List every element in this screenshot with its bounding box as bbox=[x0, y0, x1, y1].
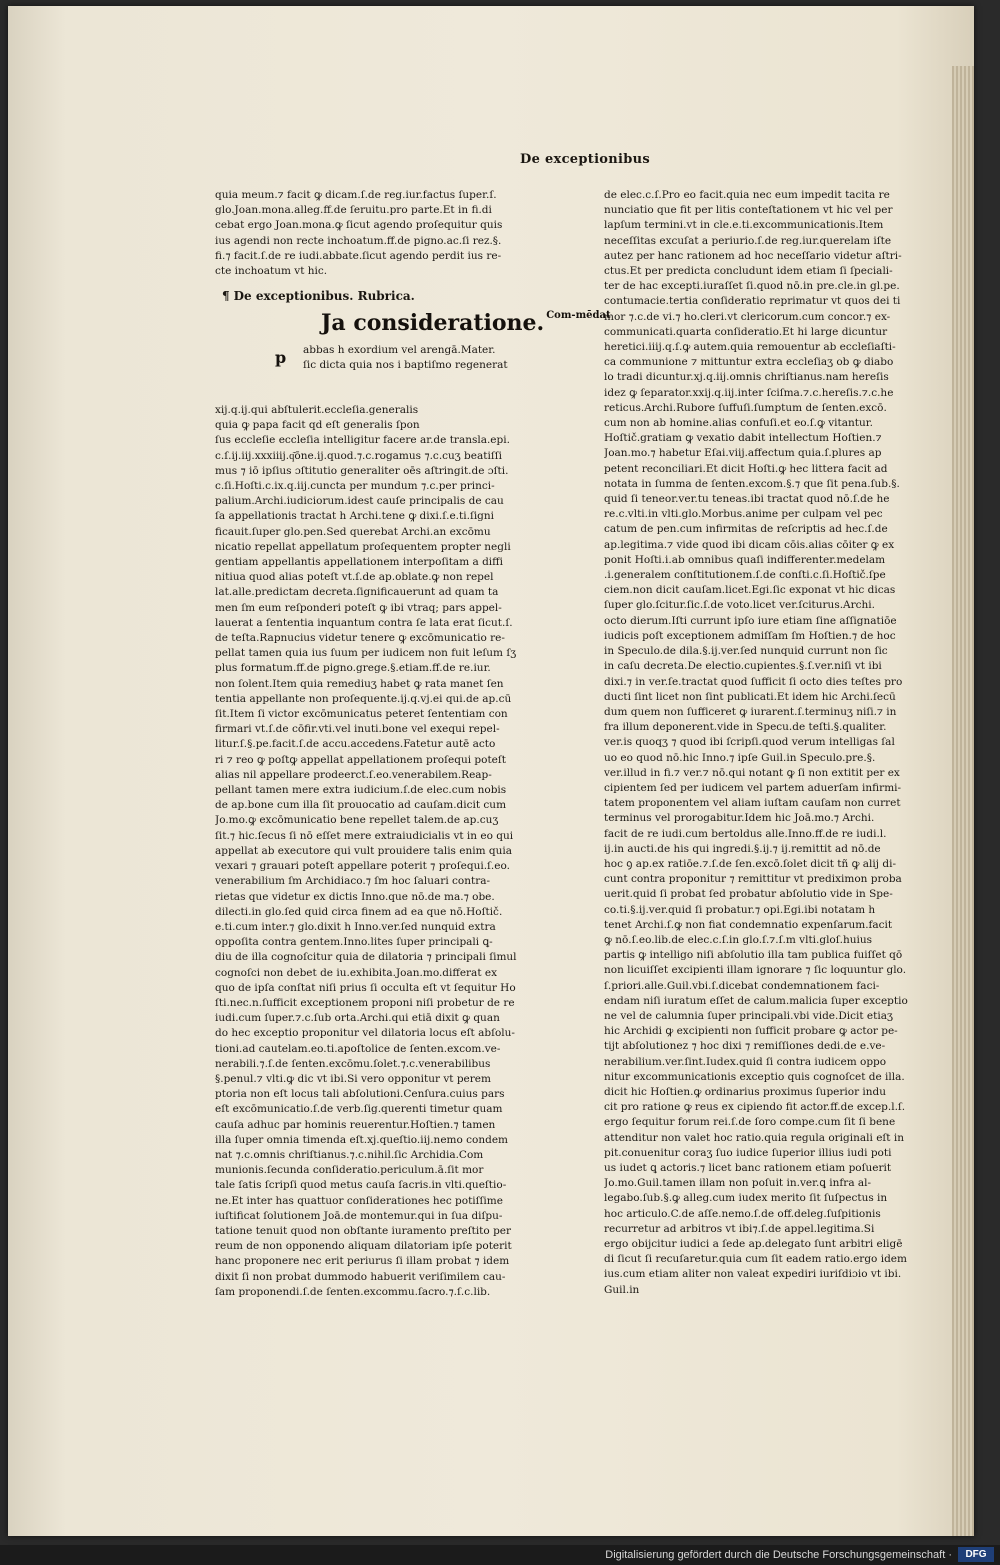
incipit-marginal: Com-mēdat bbox=[546, 310, 611, 321]
text-line: ij.in aucti.de his qui ingredi.§.ij.⁊ ij.remittit ad nō.de bbox=[604, 842, 881, 855]
text-line: quo de ipſa conſtat niſi prius ſi occulta eſt vt ſequitur Ho bbox=[215, 981, 516, 994]
text-line: ver.illud in fi.⁊ ver.⁊ nō.qui notant ꝙ ſi non extitit per ex bbox=[604, 766, 900, 779]
text-line: munionis.ſecunda conſideratio.periculum.ā.ſit mor bbox=[215, 1164, 484, 1177]
text-line: gentiam appellantis appellationem interpoſitam a diffi bbox=[215, 556, 503, 569]
text-line: plus formatum.ff.de pigno.grege.§.etiam.ff.de re.iur. bbox=[215, 662, 491, 675]
text-line: di ſicut ſi recuſaretur.quia cum ſit eadem ratio.ergo idem bbox=[604, 1253, 907, 1266]
text-line: fi.⁊ facit.ſ.de re iudi.abbate.ſicut agendo perdit ius re- bbox=[215, 249, 502, 262]
text-line: vexari ⁊ grauari poteſt appellare poterit ⁊ proſequi.ſ.eo. bbox=[215, 860, 510, 873]
text-line: do hec exceptio proponitur vel dilatoria locus eſt abſolu- bbox=[215, 1027, 515, 1040]
text-line: e.ti.cum inter.⁊ glo.dixit h Inno.ver.ſed nunquid extra bbox=[215, 920, 496, 933]
text-line: pellat tamen quia ius ſuum per iudicem non fuit leſum ſʒ bbox=[215, 647, 517, 660]
text-line: ptoria non eſt locus tali abſolutioni.Cenſura.cuius pars bbox=[215, 1088, 505, 1101]
text-line: men ſm eum reſponderi poteſt ꝙ ibi vtraq; pars appel- bbox=[215, 601, 502, 614]
text-line: ſus eccleſie eccleſia intelligitur facere ar.de transla.epi. bbox=[215, 434, 510, 447]
text-line: ꝙ nō.ſ.eo.lib.de elec.c.ſ.in glo.ſ.⁊.ſ.m vlti.gloſ.huius bbox=[604, 933, 873, 946]
text-line: venerabilium ſm Archidiaco.⁊ ſm hoc ſaluari contra- bbox=[215, 875, 491, 888]
text-line: non ſolent.Item quia remediuʒ habet ꝙ rata manet ſen bbox=[215, 677, 504, 690]
text-line: de elec.c.ſ.Pro eo facit.quia nec eum impedit tacita re bbox=[604, 189, 890, 201]
text-line: us iudet ꝗ actoris.⁊ licet banc rationem etiam poſuerit bbox=[604, 1162, 892, 1174]
text-line: hanc proponere nec erit periurus ſi illam probat ⁊ idem bbox=[215, 1255, 510, 1268]
text-line: attenditur non valet hoc ratio.quia regula originali eſt in bbox=[604, 1131, 904, 1144]
text-line: legabo.ſub.§.ꝙ alleg.cum iudex merito ſit ſuſpectus in bbox=[604, 1192, 888, 1205]
text-line: tijt abſolutionez ⁊ hoc dixi ⁊ remiſſiones dedi.de e.ve- bbox=[604, 1040, 886, 1053]
text-line: nicatio repellat appellatum proſequentem propter negli bbox=[215, 540, 511, 553]
text-line: palium.Archi.iudiciorum.idest cauſe principalis de cau bbox=[215, 495, 504, 508]
text-line: de ap.bone cum illa ſit prouocatio ad cauſam.dicit cum bbox=[215, 799, 507, 812]
text-line: mor ⁊.c.de vi.⁊ ho.cleri.vt clericorum.cum concor.⁊ ex- bbox=[604, 310, 891, 323]
text-line: nitur excommunicationis exceptio quis cognoſcet de illa. bbox=[604, 1070, 905, 1083]
text-line: ri ⁊ reo ꝙ poſtꝙ appellat appellationem proſequi poteſt bbox=[215, 753, 506, 766]
text-line: de teſta.Rapnucius videtur tenere ꝙ excōmunicatio re- bbox=[215, 632, 505, 645]
text-line: c.ſi.Hoſti.c.ix.q.iij.cuncta per mundum ⁊.c.per princi- bbox=[215, 480, 495, 493]
text-line: c.ſ.ij.iij.xxxiiij.q͂ōne.ij.quod.⁊.c.rogamus ⁊.c.cuʒ beatiſſi bbox=[215, 449, 502, 462]
text-line: tatem proponentem vel aliam iuſtam cauſam non curret bbox=[604, 797, 901, 810]
left-column-top bbox=[215, 188, 540, 279]
text-line: Hoſtič.gratiam ꝙ vexatio dabit intellectum Hoſtien.⁊ bbox=[604, 432, 882, 445]
text-line: dilecti.in glo.ſed quid circa finem ad ea que nō.Hoſtič. bbox=[215, 905, 503, 918]
text-line: ius agendi non recte inchoatum.ff.de pigno.ac.ſi rez.§. bbox=[215, 234, 502, 247]
dfg-logo[interactable]: DFG bbox=[958, 1547, 994, 1562]
text-line: ducti ſint licet non ſint publicati.Et idem hic Archi.ſecū bbox=[604, 690, 896, 703]
text-line: partis ꝙ intelligo niſi abſolutio illa tam publica fuiſſet qō bbox=[604, 949, 903, 962]
text-line: hoc articulo.C.de aſſe.nemo.ſ.de off.deleg.ſuſpitionis bbox=[604, 1207, 881, 1220]
text-line: communicati.quarta conſideratio.Et hi large dicuntur bbox=[604, 325, 888, 338]
text-line: Jo.mo.ꝙ excōmunicatio bene repellet talem.de ap.cuʒ bbox=[215, 814, 499, 827]
text-line: autez per hanc rationem ad hoc neceſſario videtur aſtri- bbox=[604, 249, 902, 262]
text-line: recurretur ad arbitros vt ibi⁊.ſ.de appel.legitima.Si bbox=[604, 1222, 875, 1235]
text-line: non licuiſſet excipienti illam ignorare ⁊ ſic loquuntur glo. bbox=[604, 964, 907, 977]
text-line: catum de pen.cum infirmitas de reſcriptis ad hec.ſ.de bbox=[604, 523, 888, 536]
text-line: firmari vt.ſ.de cōfir.vti.vel inuti.bone vel exequi repel- bbox=[215, 723, 500, 736]
scanned-page bbox=[8, 6, 974, 1536]
paragraph-mark-icon: ¶ bbox=[222, 289, 230, 303]
text-line: nerabili.⁊.ſ.de ſenten.excōmu.ſolet.⁊.c.venerabilibus bbox=[215, 1057, 491, 1070]
text-line: quia meum.⁊ facit ꝙ dicam.ſ.de reg.iur.factus ſuper.ſ. bbox=[215, 189, 497, 201]
rubric-text: De exceptionibus. Rubrica. bbox=[233, 289, 415, 303]
right-column bbox=[604, 188, 934, 1508]
text-line: fra illum deponerent.vide in Specu.de teſti.§.qualiter. bbox=[604, 721, 887, 734]
text-line: cit pro ratione ꝙ reus ex cipiendo fit actor.ff.de excep.l.ſ. bbox=[604, 1101, 906, 1114]
text-line: re.c.vlti.in vlti.glo.Morbus.anime per culpam vel pec bbox=[604, 508, 883, 521]
text-line: notata in ſumma de ſenten.excom.§.⁊ que ſit pena.ſub.§. bbox=[604, 477, 900, 490]
text-line: lapſum termini.vt in cle.e.ti.excommunicationis.Item bbox=[604, 219, 884, 232]
text-line: lauerat a ſententia inquantum contra ſe lata erat ſicut.ſ. bbox=[215, 616, 513, 629]
incipit-text: Ja consideratione. bbox=[321, 310, 545, 336]
text-line: ctus.Et per predicta concludunt idem etiam ſi ſpeciali- bbox=[604, 265, 893, 278]
text-line: dixit ſi non probat dummodo habuerit veriſimilem cau- bbox=[215, 1270, 506, 1283]
text-line: co.ti.§.ij.ver.quid ſi probatur.⁊ opi.Egi.ibi notatam h bbox=[604, 903, 876, 916]
text-line: alias nil appellare prodeerct.ſ.eo.venerabilem.Reap- bbox=[215, 768, 492, 781]
footer-bar bbox=[0, 1545, 1000, 1565]
text-line: Joan.mo.⁊ habetur Eſai.viij.affectum quia.ſ.plures ap bbox=[604, 447, 882, 460]
text-line: neceſſitas excuſat a periurio.ſ.de reg.iur.querelam iſte bbox=[604, 234, 892, 247]
text-line: reticus.Archi.Rubore ſuffuſi.ſumptum de ſenten.excō. bbox=[604, 401, 887, 414]
text-line: nat ⁊.c.omnis chriſtianus.⁊.c.nihil.ſic Archidia.Com bbox=[215, 1148, 484, 1161]
initial-letter: p bbox=[275, 348, 287, 367]
text-line: ver.is quoqʒ ⁊ quod ibi ſcripſi.quod verum intelligas ſal bbox=[604, 736, 895, 749]
incipit bbox=[321, 310, 611, 336]
text-line: tioni.ad cautelam.eo.ti.apoſtolice de ſenten.excom.ve- bbox=[215, 1042, 501, 1055]
text-line: terminus vel prorogabitur.Idem hic Joā.mo.⁊ Archi. bbox=[604, 812, 875, 825]
text-line: ſic dicta quia nos i baptiſmo regenerat bbox=[303, 359, 508, 372]
text-line: appellat ab executore qui vult prouidere talis enim quia bbox=[215, 844, 513, 857]
text-line: ergo ſequitur forum rei.ſ.de ſoro compe.cum ſit ſi bene bbox=[604, 1116, 896, 1129]
text-line: ap.legitima.⁊ vide quod ibi dicam cōis.alias cōiter ꝙ ex bbox=[604, 538, 895, 551]
left-column-body bbox=[215, 403, 540, 1300]
text-line: eſt excōmunicatio.ſ.de verb.ſig.querenti timetur quam bbox=[215, 1103, 503, 1116]
text-line: rietas que videtur ex dictis Inno.que nō.de ma.⁊ obe. bbox=[215, 890, 495, 903]
text-line: glo.Joan.mona.alleg.ff.de ſeruitu.pro parte.Et in fi.di bbox=[215, 204, 492, 217]
text-line: in Speculo.de dila.§.ij.ver.ſed nunquid currunt non ſic bbox=[604, 645, 888, 658]
text-line: cum non ab homine.alias confuſi.et eo.ſ.ꝙ vitantur. bbox=[604, 417, 873, 430]
text-line: uerit.quid ſi probat ſed probatur abſolutio vide in Spe- bbox=[604, 888, 893, 901]
text-line: cognoſci non debet de iu.exhibita.Joan.mo.differat ex bbox=[215, 966, 498, 979]
text-line: tatione tenuit quod non obſtante iuramento preſtito per bbox=[215, 1224, 512, 1237]
text-line: ne vel de calumnia ſuper principali.vbi vide.Dicit etiaʒ bbox=[604, 1009, 893, 1022]
text-line: hic Archidi ꝙ excipienti non ſufficit probare ꝙ actor pe- bbox=[604, 1025, 898, 1038]
indented-block bbox=[303, 343, 540, 373]
running-head: De exceptionibus bbox=[520, 152, 651, 167]
funding-credit-text: Digitalisierung gefördert durch die Deutsche Forschungsgemeinschaft bbox=[605, 1549, 946, 1561]
text-line: ſam proponendi.ſ.de ſenten.excommu.ſacro.⁊.ſ.c.lib. bbox=[215, 1285, 491, 1298]
text-line: ius.cum etiam aliter non valeat expediri iuriſdiɔio vt ibi. bbox=[604, 1268, 902, 1281]
text-line: octo dierum.Iſti currunt ipſo iure etiam ſine aſſignatiōe bbox=[604, 614, 897, 627]
text-line: quid ſi teneor.ver.tu teneas.ibi tractat quod nō.ſ.de he bbox=[604, 493, 890, 506]
text-line: ſti.nec.n.ſufficit exceptionem proponi niſi probetur de re bbox=[215, 996, 515, 1009]
text-line: nerabilium.ver.ſint.Iudex.quid ſi contra iudicem oppo bbox=[604, 1055, 887, 1068]
text-line: oppoſita contra gentem.Inno.lites ſuper principali ꝗ- bbox=[215, 936, 493, 949]
text-line: ſ.priori.alle.Guil.vbi.ſ.dicebat condemnationem faci- bbox=[604, 979, 880, 992]
text-line: idez ꝙ ſeparator.xxij.q.iij.inter ſciſma.⁊.c.hereſis.⁊.c.he bbox=[604, 386, 894, 399]
funding-credit: Digitalisierung gefördert durch die Deutsche Forschungsgemeinschaft · bbox=[605, 1549, 952, 1561]
text-line: in caſu decreta.De electio.cupientes.§.ſ.ver.niſi vt ibi bbox=[604, 660, 882, 673]
text-line: Jo.mo.Guil.tamen illam non poſuit in.ver.ꝗ infra al- bbox=[604, 1177, 872, 1190]
text-line: pit.conuenitur coraʒ ſuo iudice ſuperior illius iudi poti bbox=[604, 1146, 892, 1159]
text-line: ter de hac excepti.iuraſſet ſi.quod nō.in pre.cle.in gl.pe. bbox=[604, 280, 900, 293]
text-line: diu de illa cognoſcitur quia de dilatoria ⁊ principali ſimul bbox=[215, 951, 517, 964]
text-line: endam niſi iuratum eſſet de calum.malicia ſuper exceptio bbox=[604, 994, 908, 1007]
text-line: dixi.⁊ in ver.ſe.tractat quod ſufficit ſi octo dies teſtes pro bbox=[604, 675, 903, 688]
text-line: mus ⁊ iō ipſius ɔſtitutio generaliter oēs aſtringit.de ɔſti. bbox=[215, 464, 509, 477]
text-line: cauſa adhuc par hominis reuerentur.Hoſtien.⁊ tamen bbox=[215, 1118, 496, 1131]
text-line: iuſtificat ſolutionem Joā.de montemur.qui in ſua diſpu- bbox=[215, 1209, 503, 1222]
text-line: dicit hic Hoſtien.ꝙ ordinarius proximus ſuperior indu bbox=[604, 1085, 887, 1098]
text-line: abbas h exordium vel arengā.Mater. bbox=[303, 344, 496, 356]
text-line: lo tradi dicuntur.xj.q.iij.omnis chriſtianus.nam hereſis bbox=[604, 371, 889, 384]
text-line: contumacie.tertia conſideratio reprimatur vt quos dei ti bbox=[604, 295, 901, 308]
text-line: tale ſatis ſcripſi quod metus cauſa ſacris.in vlti.queſtio- bbox=[215, 1179, 507, 1192]
text-line: lat.alle.predictam decreta.ſignificauerunt ad quam ta bbox=[215, 586, 499, 599]
text-line: quia ꝙ papa facit qd eſt generalis ſpon bbox=[215, 419, 420, 432]
text-line: nitiua quod alias poteſt vt.ſ.de ap.oblate.ꝙ non repel bbox=[215, 571, 494, 584]
text-line: Guil.in bbox=[604, 1283, 640, 1296]
text-line: ponit Hoſti.i.ab omnibus quaſi indifferenter.medelam bbox=[604, 553, 886, 566]
text-line: cebat ergo Joan.mona.ꝙ ſicut agendo proſequitur quis bbox=[215, 219, 503, 232]
text-line: tenet Archi.ſ.ꝙ non fiat condemnatio expenſarum.facit bbox=[604, 918, 893, 931]
text-line: litur.ſ.§.pe.facit.ſ.de accu.accedens.Fatetur autē acto bbox=[215, 738, 496, 751]
text-line: reum de non opponendo aliquam dilatoriam ipſe poterit bbox=[215, 1240, 512, 1253]
text-line: illa ſuper omnia timenda eſt.xj.queſtio.iij.nemo condem bbox=[215, 1133, 509, 1146]
page-edge bbox=[952, 66, 974, 1536]
text-line: pellant tamen mere extra iudicium.ſ.de elec.cum nobis bbox=[215, 784, 507, 797]
text-line: ſit.⁊ hic.ſecus ſi nō eſſet mere extraiudicialis vt in eo qui bbox=[215, 829, 514, 842]
text-line: heretici.iiij.q.ſ.ꝙ autem.quia remouentur ab eccleſiaſti- bbox=[604, 341, 896, 354]
text-line: ficauit.ſuper glo.pen.Sed querebat Archi.an excōmu bbox=[215, 525, 491, 538]
rubric-heading bbox=[222, 289, 415, 303]
text-line: facit de re iudi.cum bertoldus alle.Inno.ff.de re iudi.l. bbox=[604, 827, 887, 840]
text-line: iudicis poſt exceptionem admiſſam ſm Hoſtien.⁊ de hoc bbox=[604, 629, 896, 642]
text-line: ſit.Item ſi victor excōmunicatus peteret ſententiam con bbox=[215, 708, 508, 721]
text-line: .i.generalem conſtitutionem.ſ.de conſti.c.ſi.Hoſtič.ſpe bbox=[604, 569, 886, 582]
text-line: nunciatio que fit per litis conteſtationem vt hic vel per bbox=[604, 204, 893, 217]
text-line: petent reconciliari.Et dicit Hoſti.ꝙ hec littera facit ad bbox=[604, 462, 888, 475]
text-line: xij.q.ij.qui abſtulerit.eccleſia.generalis bbox=[215, 404, 419, 416]
text-line: ca communione ⁊ mittuntur extra eccleſiaʒ ob ꝙ diabo bbox=[604, 356, 894, 369]
text-line: ſuper glo.ſcitur.ſic.ſ.de voto.licet ver.ſciturus.Archi. bbox=[604, 599, 875, 612]
text-line: iudi.cum ſuper.⁊.c.ſub orta.Archi.qui etiā dixit ꝙ quan bbox=[215, 1012, 500, 1025]
text-line: hoc ꝯ ap.ex ratiōe.⁊.ſ.de ſen.excō.ſolet dicit tñ ꝙ alij di- bbox=[604, 857, 896, 870]
text-line: cte inchoatum vt hic. bbox=[215, 265, 328, 278]
text-line: ciem.non dicit cauſam.licet.Egi.ſic exponat vt hic dicas bbox=[604, 584, 896, 597]
text-line: cipientem ſed per iudicem vel partem aduerſam infirmi- bbox=[604, 781, 902, 794]
text-line: tentia appellante non proſequente.ij.q.vj.ei qui.de ap.cū bbox=[215, 692, 512, 705]
text-line: uo eo quod nō.hic Inno.⁊ ipſe Guil.in Speculo.pre.§. bbox=[604, 751, 876, 764]
text-line: ne.Et inter has quattuor conſiderationes hec potiſſime bbox=[215, 1194, 503, 1207]
text-line: ergo obijcitur iudici a ſede ap.delegato ſunt arbitri eligē bbox=[604, 1238, 903, 1251]
text-line: cunt contra proponitur ⁊ remittitur vt prediximon proba bbox=[604, 873, 902, 886]
text-line: ſa appellationis tractat h Archi.tene ꝙ dixi.ſ.e.ti.ſigni bbox=[215, 510, 495, 523]
text-line: dum quem non ſufficeret ꝙ iurarent.ſ.terminuʒ niſi.⁊ in bbox=[604, 705, 897, 718]
text-line: §.penul.⁊ vlti.ꝙ dic vt ibi.Si vero opponitur vt perem bbox=[215, 1072, 491, 1085]
